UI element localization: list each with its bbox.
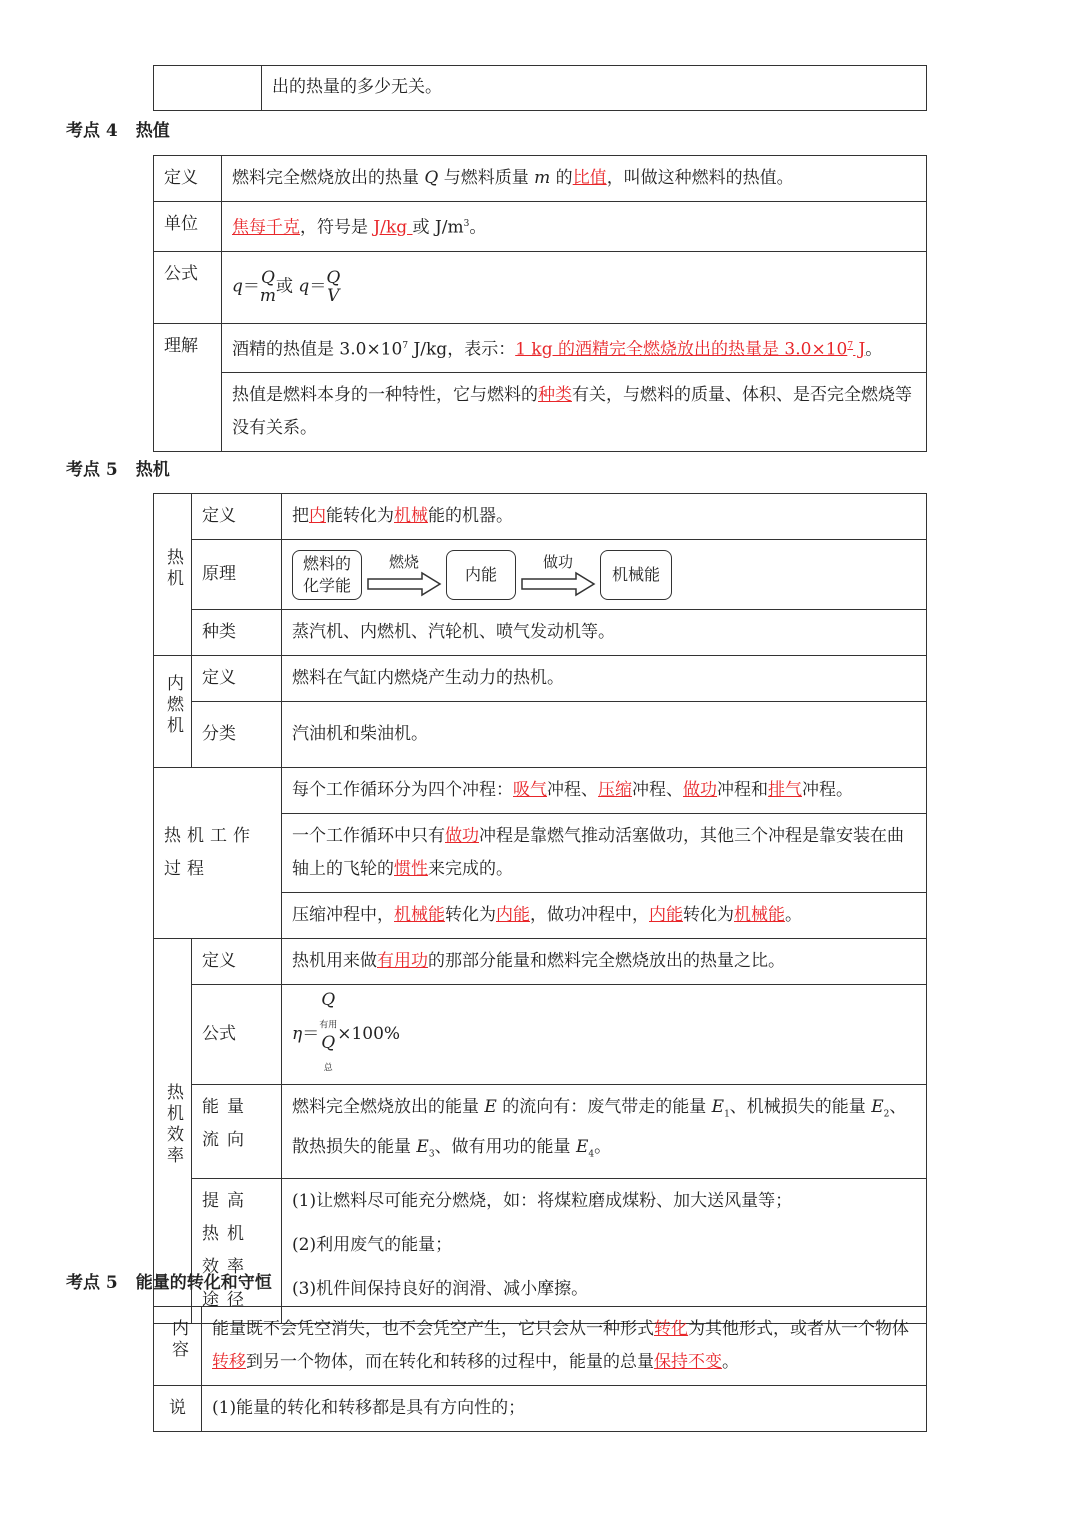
unit-label: 单位 [154,202,222,252]
formula-label: 公式 [154,251,222,323]
engine-def-label: 定义 [192,494,282,540]
top-row-text: 出的热量的多少无关。 [262,66,927,111]
understanding-text-1: 酒精的热值是 $3.0\times 10^7$ J/kg，表示：1 kg 的酒精完全燃烧放出的热量是 $3.0\times 10^7$ J。 [222,323,927,373]
top-table [153,65,927,111]
ice-def-label: 定义 [192,656,282,702]
ice-def-text: 燃料在气缸内燃烧产生动力的热机。 [282,656,927,702]
group-internal-combustion-engine: 内燃机 [154,656,192,768]
section-energy-conservation-heading: 考点 5 能量的转化和守恒 [66,1273,272,1293]
understanding-text-2: 热值是燃料本身的一种特性，它与燃料的种类有关，与燃料的质量、体积、是否完全燃烧等没有关系。 [222,373,927,452]
principle-label: 原理 [192,540,282,610]
unit-text: 焦每千克，符号是 J/kg 或 $J/m^3$。 [222,202,927,252]
process-label: 热机工作过程 [154,768,282,939]
explain-label: 说 [154,1386,202,1432]
flow-box-internal: 内能 [446,550,516,600]
flow-box-mechanical: 机械能 [600,550,672,600]
energy-flow-label: 能量流向 [192,1084,282,1178]
heat-value-table [153,155,927,452]
section-4-heading: 考点 4 热值 [66,121,170,141]
principle-flow [282,540,927,610]
heat-value-formula: q＝ Q m 或 q＝ Q V [222,251,927,323]
group-engine-efficiency: 热机效率 [154,939,192,1324]
eff-formula-label: 公式 [192,985,282,1085]
kinds-text: 蒸汽机、内燃机、汽轮机、喷气发动机等。 [282,610,927,656]
definition-text: 燃料完全燃烧放出的热量 Q 与燃料质量 m 的比值，叫做这种燃料的热值。 [222,156,927,202]
section-5-heading: 考点 5 热机 [66,460,170,480]
heat-engine-table [153,493,927,1324]
explain-text: (1)能量的转化和转移都是具有方向性的； [202,1386,927,1432]
improve-item: (3)机件间保持良好的润滑、减小摩擦。 [292,1278,589,1299]
flow-box-chemical: 燃料的化学能 [292,550,362,600]
understanding-label: 理解 [154,323,222,452]
content-label: 内容 [154,1307,202,1386]
process-text-3: 压缩冲程中，机械能转化为内能，做功冲程中，内能转化为机械能。 [282,893,927,939]
process-text-2: 一个工作循环中只有做功冲程是靠燃气推动活塞做功，其他三个冲程是靠安装在曲轴上的飞轮的惯性来完成的。 [282,814,927,893]
flow-arrow-work: 做功 [520,553,596,597]
improve-item: (2)利用废气的能量； [292,1234,453,1255]
improve-list [282,1178,927,1323]
process-text-1: 每个工作循环分为四个冲程：吸气冲程、压缩冲程、做功冲程和排气冲程。 [282,768,927,814]
eff-def-label: 定义 [192,939,282,985]
definition-label: 定义 [154,156,222,202]
flow-arrow-burn: 燃烧 [366,553,442,597]
group-heat-engine: 热机 [154,494,192,656]
energy-flow-text: 燃料完全燃烧放出的能量 E 的流向有：废气带走的能量 $E_1$、机械损失的能量 $E_2$、散热损失的能量 $E_3$、做有用功的能量 $E_4$。 [282,1084,927,1178]
ice-class-label: 分类 [192,702,282,768]
eff-def-text: 热机用来做有用功的那部分能量和燃料完全燃烧放出的热量之比。 [282,939,927,985]
ice-class-text: 汽油机和柴油机。 [282,702,927,768]
kinds-label: 种类 [192,610,282,656]
improve-item: (1)让燃料尽可能充分燃烧，如：将煤粒磨成煤粉、加大送风量等； [292,1190,793,1211]
content-text: 能量既不会凭空消失，也不会凭空产生，它只会从一种形式转化为其他形式，或者从一个物体转移到另一个物体，而在转化和转移的过程中，能量的总量保持不变。 [202,1307,927,1386]
engine-def-text: 把内能转化为机械能的机器。 [282,494,927,540]
efficiency-formula: η＝ Q $_{有用}$ Q $_总$ ×100% [282,985,927,1085]
energy-conservation-table [153,1306,927,1432]
improve-label: 提高热机效率途径 [192,1178,282,1323]
